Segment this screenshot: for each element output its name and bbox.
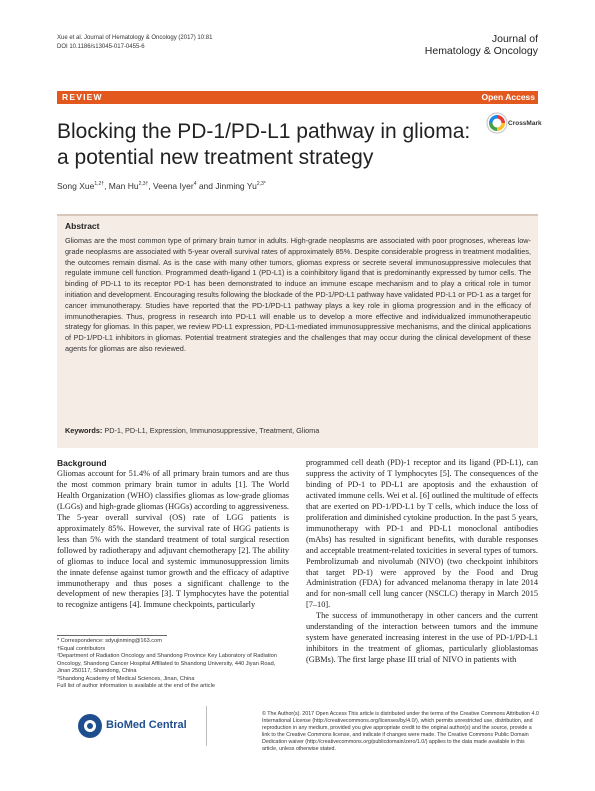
full-list-note: Full list of author information is available at the end of the article: [57, 683, 215, 689]
biomed-central-icon: [77, 713, 103, 739]
body-right-column: [306, 458, 538, 666]
body-left-column: [57, 458, 289, 611]
keywords-text: PD-1, PD-L1, Expression, Immunosuppressive, Treatment, Glioma: [104, 426, 320, 435]
publisher-name: BioMed Central: [106, 719, 187, 731]
right-paragraph-2: The success of immunotherapy in other cancers and the current understanding of the interaction between tumors and the immune system have generated increasing interest in the use of PD-1/PD-L1 inhibitors in the treatment of gliomas, particularly glioblastomas (GBMs). The first large phase III trial of NIVO in patients with: [306, 611, 538, 665]
right-paragraph-1: programmed cell death (PD)-1 receptor and its ligand (PD-L1), can suppress the activity of T lymphocytes [5]. The consequences of the binding of PD-1 to PD-L1 are apoptosis and the exhaustion of activated immune cells. Wei et al. [6] outlined the multitude of effects that are exerted on PD-1/PD-L1 by T cells, which induce the loss of proliferation and diminished cytokine production. In the past 5 years, immunotherapy with PD-1 and PD-L1 monoclonal antibodies (mAbs) has resulted in significant benefits, with durable responses and acceptable treatment-related toxicities in several types of tumors. Pembrolizumab and nivolumab (NIVO) (two checkpoint inhibitors that target PD-1) were approved by the Food and Drug Administration (FDA) for advanced melanoma therapy in late 2014 and for non-small cell lung cancer (NSCLC) therapy in March 2015 [7–10].: [306, 458, 538, 610]
crossmark-label: CrossMark: [508, 120, 542, 127]
open-access-label: Open Access: [481, 92, 535, 102]
background-heading: Background: [57, 458, 107, 468]
background-paragraph: Gliomas account for 51.4% of all primary brain tumors and are thus the most common primary brain tumor in adults [1]. The World Health Organization (WHO) classifies gliomas as low-grade gliomas (LGGs) and high-grade gliomas (HGGs) according to aggressiveness. The 5-year overall survival (OS) rate of LGG patients is approximately 85%. However, the survival rate of HGG patients is less than 5% with the standard treatment of total surgical resection followed by radiotherapy and adjuvant chemotherapy [2]. The ability of gliomas to induce local and systemic immunosuppression limits the innate defense against tumor growth and the efficacy of adaptive immunotherapy and thus poses a significant challenge to the development of new therapies [3]. T lymphocytes have the potential to recognize antigens [4]. Immune checkpoints, particularly: [57, 469, 289, 610]
article-title: Blocking the PD-1/PD-L1 pathway in glioma: a potential new treatment strategy: [57, 120, 471, 169]
journal-title: [425, 33, 538, 57]
citation-line: Xue et al. Journal of Hematology & Oncology (2017) 10:81: [57, 35, 213, 41]
equal-contributors-note: †Equal contributors: [57, 645, 106, 652]
keywords-label: Keywords:: [65, 426, 103, 435]
affiliation-2: ²Department of Radiation Oncology and Shandong Province Key Laboratory of Radiation Oncology, Shandong Cancer Hospital Affiliated to Shandong University, 440 Jiyan Road, Jinan 250117, Shandong, China: [57, 653, 277, 674]
journal-title-line1: Journal of: [491, 33, 538, 45]
doi-line[interactable]: DOI 10.1186/s13045-017-0455-6: [57, 44, 145, 50]
keywords-line: [65, 426, 531, 436]
abstract-heading: Abstract: [65, 221, 100, 231]
license-text: © The Author(s). 2017 Open Access This article is distributed under the terms of the Creative Commons Attribution 4.0 International License (http://creativecommons.org/licenses/by/4.0/), which permits unrestricted use, distribution, and reproduction in any medium, provided you give appropriate credit to the original author(s) and the source, provide a link to the Creative Commons license, and indicate if changes were made. The Creative Commons Public Domain Dedication waiver (http://creativecommons.org/publicdomain/zero/1.0/) applies to the data made available in this article, unless otherwise stated.: [262, 711, 539, 753]
abstract-text: Gliomas are the most common type of primary brain tumor in adults. High-grade neoplasms are associated with poor prognoses, whereas low-grade neoplasms are associated with 5-year overall survival rates of approximately 85%. Despite considerable progress in treatment modalities, the outcomes remain dismal. As is the case with many other tumors, gliomas express or secrete several immunosuppressive molecules that regulate immune cell function. Programmed death-ligand 1 (PD-L1) is a coinhibitory ligand that is predominantly expressed by tumor cells. The binding of PD-L1 to its receptor PD-1 has been demonstrated to induce an immune escape mechanism and to play a critical role in tumor initiation and development. Encouraging results following the blockade of the PD-1/PD-L1 pathway have validated PD-L1 or PD-1 as a target for cancer immunotherapy. Studies have reported that the PD-1/PD-L1 pathway plays a key role in glioma progression and in the efficacy of immunotherapies. Thus, progress in research into PD-L1 will enable us to develop a more effective and individualized immunotherapeutic strategy for gliomas. In this paper, we review PD-L1 expression, PD-L1-mediated immunosuppressive mechanisms, and the clinical applications of PD-1/PD-L1 inhibitors in gliomas. Potential treatment strategies and the challenges that may occur during the clinical development of these agents for gliomas are also reviewed.: [65, 236, 531, 353]
journal-title-line2: Hematology & Oncology: [424, 45, 538, 57]
affiliation-3: ³Shandong Academy of Medical Sciences, Jinan, China: [57, 675, 195, 682]
crossmark-icon: [486, 112, 508, 134]
publisher-logo: [77, 713, 197, 739]
article-type-label: REVIEW: [62, 92, 103, 102]
footnote-divider: [57, 635, 167, 636]
author-list: Song Xue$^{1,2\dagger}$, Man $Hu^{2,3\dagger}$, Veena Iyer$^4$ and Jinming $Yu^{2,3*}$: [57, 180, 266, 191]
correspondence-note[interactable]: * Correspondence: sdyujinming@163.com: [57, 638, 162, 644]
article-type-banner: [57, 91, 538, 104]
footnotes: [57, 638, 289, 691]
